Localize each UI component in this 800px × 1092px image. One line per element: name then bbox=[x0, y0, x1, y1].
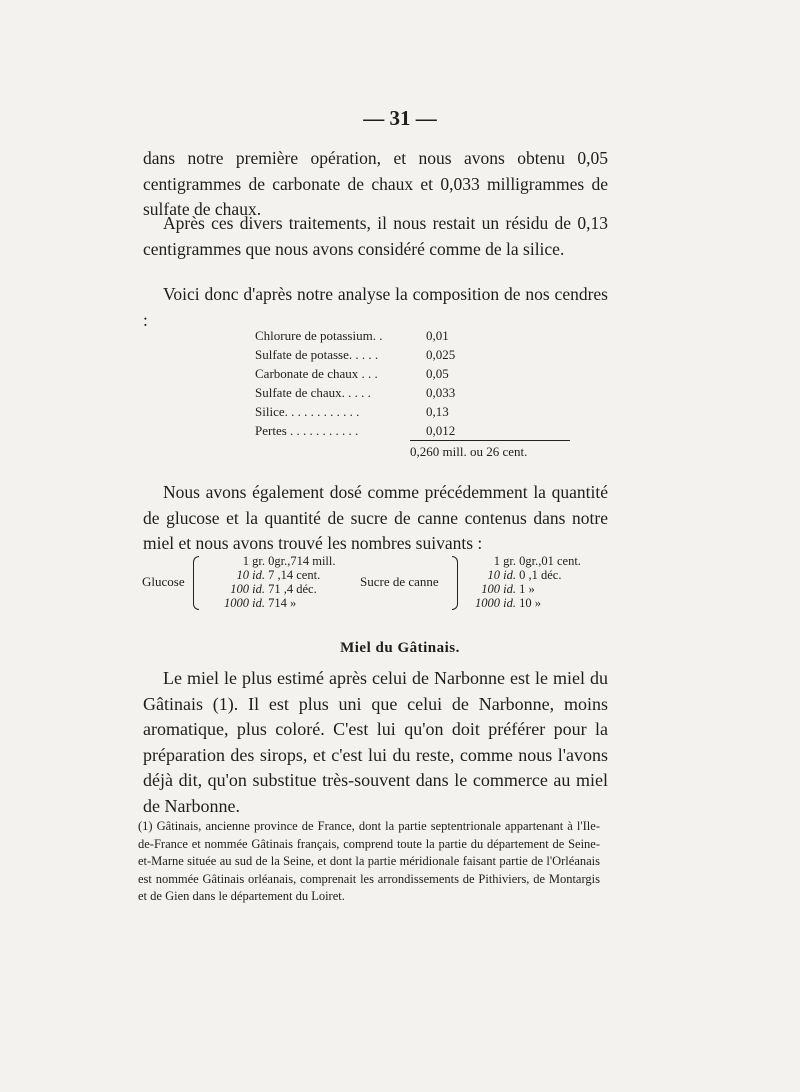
composition-row bbox=[255, 402, 486, 421]
glucose-table bbox=[200, 554, 358, 610]
composition-row bbox=[255, 383, 486, 402]
composition-row bbox=[255, 421, 486, 440]
composition-label: Pertes . . . . . . . . . . . bbox=[255, 423, 359, 438]
paragraph-glucose-intro: Nous avons également dosé comme précédemment la quantité de glucose et la quantité de sucre de canne contenus dans notre miel et nous avons trouvé les nombres suivants : bbox=[143, 482, 608, 553]
section-title: Miel du Gâtinais. bbox=[340, 640, 460, 656]
page-number: — 31 — bbox=[363, 106, 437, 130]
sucre-amount: 10 » bbox=[519, 596, 541, 610]
composition-label: Carbonate de chaux . . . bbox=[255, 366, 378, 381]
composition-value: 0,01 bbox=[426, 328, 449, 343]
glucose-row bbox=[200, 582, 358, 596]
composition-row bbox=[255, 345, 486, 364]
glucose-row bbox=[200, 554, 358, 568]
sucre-table bbox=[458, 554, 609, 610]
glucose-amount: 0gr.,714 mill. bbox=[268, 554, 336, 568]
sucre-row bbox=[458, 596, 609, 610]
sucre-quantity: 10 id. bbox=[487, 568, 516, 582]
footnote: (1) Gâtinais, ancienne province de France, dont la partie septentrionale appartenant à l'Ile-de-France et nommée Gâtinais français, comprend toute la partie du département de Seine-et-Marne située au sud de la Seine, et dont la partie méridionale faisant partie de l'Orléanais est nommée Gâtinais orléanais, comprenait les arrondissements de Pithiviers, de Montargis et de Gien dans le département du Loiret. bbox=[138, 819, 600, 903]
composition-label: Sulfate de potasse. . . . . bbox=[255, 347, 379, 362]
composition-value: 0,13 bbox=[426, 404, 449, 419]
glucose-quantity: 10 id. bbox=[236, 568, 265, 582]
sucre-amount: 0gr.,01 cent. bbox=[519, 554, 581, 568]
glucose-quantity: 1 gr. bbox=[242, 554, 265, 568]
composition-total: 0,260 mill. ou 26 cent. bbox=[410, 440, 570, 460]
glucose-amount: 7 ,14 cent. bbox=[268, 568, 321, 582]
composition-value: 0,025 bbox=[426, 347, 456, 362]
glucose-brace bbox=[193, 556, 199, 610]
sucre-row bbox=[458, 568, 609, 582]
sucre-label: Sucre de canne bbox=[360, 574, 439, 589]
sucre-quantity: 1000 id. bbox=[475, 596, 516, 610]
composition-row bbox=[255, 364, 486, 383]
glucose-quantity: 1000 id. bbox=[224, 596, 265, 610]
glucose-quantity: 100 id. bbox=[230, 582, 265, 596]
glucose-row bbox=[200, 568, 358, 582]
composition-value: 0,012 bbox=[426, 423, 456, 438]
sucre-row bbox=[458, 554, 609, 568]
composition-value: 0,05 bbox=[426, 366, 449, 381]
paragraph-residue: Après ces divers traitements, il nous restait un résidu de 0,13 centigrammes que nous avons considéré comme de la silice. bbox=[143, 213, 608, 259]
glucose-amount: 71 ,4 déc. bbox=[268, 582, 317, 596]
sucre-amount: 0 ,1 déc. bbox=[519, 568, 562, 582]
composition-label: Chlorure de potassium. . bbox=[255, 328, 383, 343]
glucose-amount: 714 » bbox=[268, 596, 297, 610]
sucre-amount: 1 » bbox=[519, 582, 535, 596]
paragraph-composition-intro: Voici donc d'après notre analyse la composition de nos cendres : bbox=[143, 284, 608, 330]
sucre-quantity: 100 id. bbox=[481, 582, 516, 596]
composition-row bbox=[255, 326, 486, 345]
composition-label: Silice. . . . . . . . . . . . bbox=[255, 404, 360, 419]
paragraph-gatinais: Le miel le plus estimé après celui de Narbonne est le miel du Gâtinais (1). Il est plus uni que celui de Narbonne, moins aromatique, plus coloré. C'est lui qu'on doit préférer pour la préparation des sirops, et c'est lui du reste, comme nous l'avons déjà dit, qu'on substitue très-souvent dans le commerce au miel de Narbonne. bbox=[143, 668, 608, 816]
glucose-row bbox=[200, 596, 358, 610]
paragraph-first-operation: dans notre première opération, et nous avons obtenu 0,05 centigrammes de carbonate de chaux et 0,033 milligrammes de sulfate de chaux. bbox=[143, 148, 608, 219]
composition-label: Sulfate de chaux. . . . . bbox=[255, 385, 371, 400]
sucre-row bbox=[458, 582, 609, 596]
composition-table bbox=[255, 326, 486, 440]
sucre-quantity: 1 gr. bbox=[493, 554, 516, 568]
composition-value: 0,033 bbox=[426, 385, 456, 400]
glucose-label: Glucose bbox=[142, 574, 185, 589]
